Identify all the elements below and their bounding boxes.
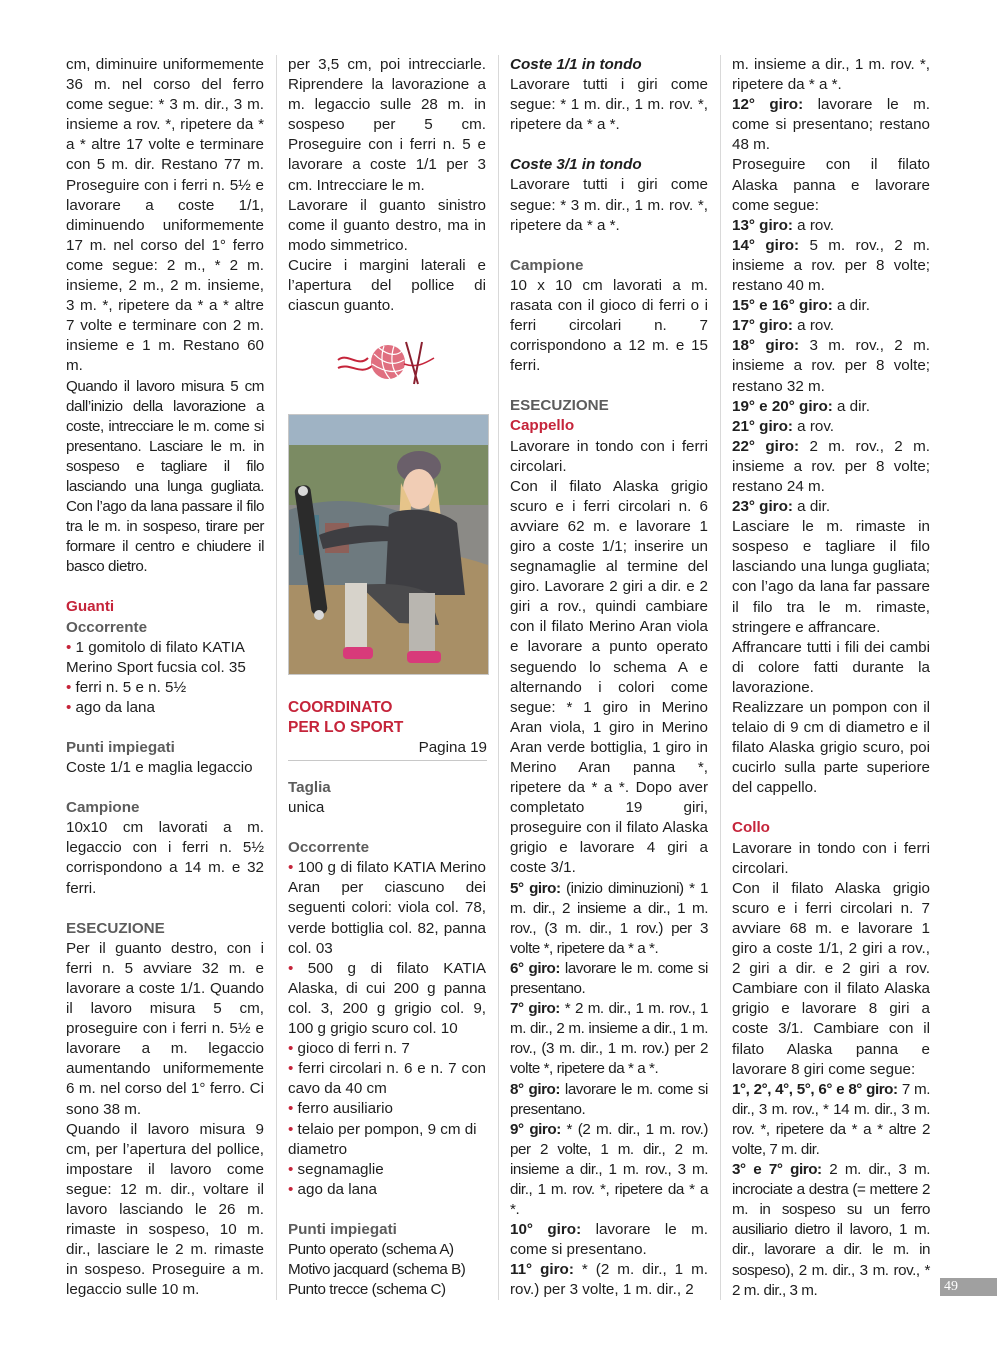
paragraph: Affrancare tutti i fili dei cambi di colore fatti durante la lavorazione.	[732, 638, 930, 696]
round-instruction: 6° giro: lavorare le m. come si presentano.	[510, 959, 708, 998]
bullet-icon: •	[288, 1060, 299, 1078]
round-instruction: 5° giro: (inizio diminuzioni) * 1 m. dir., 2 insieme a dir., 1 m. rov., (3 m. dir., 1 rov.) per 3 volte *, ripetere da * a *.	[510, 879, 708, 957]
subsection-title: ESECUZIONE	[66, 919, 165, 937]
list-item: • ago da lana	[288, 1180, 377, 1198]
round-instruction: 18° giro: 3 m. rov., 2 m. insieme a rov. per 8 volte; restano 32 m.	[732, 337, 930, 395]
paragraph: Lavorare tutti i giri come segue: * 3 m. dir., 1 m. rov. *, ripetere da * a *.	[510, 176, 708, 234]
subsection-title: Occorrente	[66, 618, 148, 636]
subsection-title: Coste 3/1 in tondo	[510, 156, 642, 174]
column-divider	[720, 55, 721, 1300]
round-instruction: 7° giro: * 2 m. dir., 1 m. rov., 1 m. dir., 2 m. insieme a dir., 1 m. rov., (3 m. dir., 1 m. rov.) per 2 volte *, ripetere da * a *.	[510, 1000, 708, 1078]
round-instruction: 23° giro: a dir.	[732, 498, 831, 516]
paragraph: Con il filato Alaska grigio scuro e i ferri circolari n. 6 avviare 62 m. e lavorare 1 giro a coste 1/1; inserire un segnamaglie al termine del giro. Lavorare 2 giri a dir. e 2 giri a rov., quindi cambiare con il filato Merino Aran viola e lavorare a punto operato seguendo lo schema A e alternando i colori come segue: * 1 giro in Merino Aran viola, 1 giro in Merino Aran verde bottiglia, 1 giro in Merino Aran panna *, ripetere da * a *. Dopo aver completato 19 giri, proseguire con il filato Alaska grigio e lavorare 4 giri a coste 3/1.	[510, 477, 708, 877]
model-photo	[288, 414, 489, 675]
subsection-title: ESECUZIONE	[510, 397, 609, 415]
subsection-title: Coste 1/1 in tondo	[510, 56, 642, 73]
list-item: Punto operato (schema A)	[288, 1240, 454, 1258]
yarn-ball-icon	[334, 334, 444, 392]
paragraph: 10 x 10 cm lavorati a m. rasata con il gioco di ferri o i ferri circolari n. 7 corrispondono a 12 m. e 15 ferri.	[510, 276, 708, 375]
paragraph: Lasciare le m. rimaste in sospeso e tagliare il filo lasciando una lunga gugliata; con l’ago da lana far passare il filo tra le m. rimaste, stringere e affrancare.	[732, 518, 930, 636]
subsection-title: Taglia	[288, 779, 331, 796]
column-2-lower	[288, 778, 486, 1300]
round-instruction: 3° e 7° giro: 2 m. dir., 3 m. incrociate a destra (= mettere 2 m. in sospeso su un ferro ausiliario dietro il lavoro, 1 m. dir., lavorare a dir. le m. in sospeso), 2 m. dir., 3 m. rov., * 2 m. dir., 3 m.	[732, 1161, 930, 1299]
round-instruction: 15° e 16° giro: a dir.	[732, 297, 870, 315]
section-title-cappello: Cappello	[510, 417, 575, 435]
paragraph: Proseguire con il filato Alaska panna e lavorare come segue:	[732, 156, 930, 214]
subsection-title: Campione	[66, 799, 140, 817]
paragraph: Cucire i margini laterali e l’apertura del pollice di ciascun guanto.	[288, 256, 486, 315]
list-item: • 1 gomitolo di filato KATIA Merino Sport fucsia col. 35	[66, 638, 246, 676]
bullet-icon: •	[288, 1120, 298, 1138]
subsection-title: Punti impiegati	[66, 739, 175, 756]
round-instruction: 21° giro: a rov.	[732, 417, 835, 435]
round-instruction: 19° e 20° giro: a dir.	[732, 397, 870, 415]
bullet-icon: •	[66, 638, 76, 656]
paragraph: Lavorare in tondo con i ferri circolari.	[510, 437, 708, 475]
list-item: Punto trecce (schema C)	[288, 1281, 446, 1299]
page-number: 49	[940, 1278, 997, 1296]
bullet-icon: •	[66, 678, 76, 696]
bullet-icon: •	[288, 1180, 298, 1198]
paragraph: Lavorare tutti i giri come segue: * 1 m. dir., 1 m. rov. *, ripetere da * a *.	[510, 76, 708, 134]
list-item: • telaio per pompon, 9 cm di diametro	[288, 1120, 477, 1158]
paragraph: Coste 1/1 e maglia legaccio	[66, 759, 253, 777]
list-item: • ferro ausiliario	[288, 1100, 393, 1118]
coordinato-title: COORDINATO PER LO SPORT	[288, 699, 404, 736]
bullet-icon: •	[288, 1040, 298, 1058]
column-divider	[498, 55, 499, 1300]
paragraph: Con il filato Alaska grigio scuro e i ferri circolari n. 7 avviare 68 m. e lavorare 1 giro a coste 1/1, 2 giri a rov., 2 giri a dir. e 2 giri a rov. Cambiare con il filato Alaska grigio e lavorare 8 giri a coste 3/1. Cambiare con il filato Alaska panna e lavorare 8 giri come segue:	[732, 879, 930, 1078]
paragraph: m. insieme a dir., 1 m. rov. *, ripetere da * a *.	[732, 56, 930, 94]
paragraph: Quando il lavoro misura 9 cm, per l’apertura del pollice, impostare il lavoro come segue: 12 m. dir., voltare il lavoro lasciando le 26 m. rimaste in sospeso, 10 m. dir., lasciare le 2 m. rimaste in sospeso. Proseguire a m. legaccio sulle 10 m.	[66, 1120, 264, 1299]
paragraph: Realizzare un pompon con il telaio di 9 cm di diametro e il filato Alaska grigio scuro, poi cucirlo sulla parte superiore del cappello.	[732, 699, 930, 797]
page-reference: Pagina 19	[418, 739, 487, 756]
bullet-icon: •	[288, 1100, 298, 1118]
round-instruction: 9° giro: * (2 m. dir., 1 m. rov.) per 2 volte, 1 m. dir., 2 m. insieme a dir., 1 m. rov., 3 m. dir., 1 m. rov. *, ripetere da * a *.	[510, 1120, 708, 1219]
paragraph: per 3,5 cm, poi intrecciarle. Riprendere la lavorazione a m. legaccio sulle 28 m. in sospeso per 5 cm. Proseguire con i ferri n. 5 e lavorare a coste 1/1 per 3 cm. Intrecciare le m.	[288, 56, 486, 194]
section-title-guanti: Guanti	[66, 598, 115, 616]
list-item: • 500 g di filato KATIA Alaska, di cui 200 g panna col. 3, 200 g grigio col. 9, 100 g grigio scuro col. 10	[288, 959, 486, 1038]
list-item: Motivo jacquard (schema B)	[288, 1261, 466, 1279]
round-instruction: 12° giro: lavorare le m. come si presentano; restano 48 m.	[732, 96, 930, 154]
round-instruction: 1°, 2°, 4°, 5°, 6° e 8° giro: 7 m. dir., 3 m. rov., * 14 m. dir., 3 m. rov. *, ripetere da * a * altre 2 volte, 7 m. dir.	[732, 1080, 930, 1158]
round-instruction: 14° giro: 5 m. rov., 2 m. insieme a rov. per 8 volte; restano 40 m.	[732, 236, 930, 295]
section-title-collo: Collo	[732, 819, 770, 837]
round-instruction: 17° giro: a rov.	[732, 317, 835, 335]
list-item: • segnamaglie	[288, 1160, 384, 1178]
round-instruction: 13° giro: a rov.	[732, 216, 835, 234]
paragraph: Quando il lavoro misura 5 cm dall’inizio della lavorazione a coste, intrecciare le m. come si presentano. Lasciare le m. in sospeso e tagliare il filo lasciando una lunga gugliata. Con l’ago da lana passare il filo tra le m. in sospeso, tirare per formare il centro e chiudere il basco dietro.	[66, 377, 264, 576]
paragraph: cm, diminuire uniformemente 36 m. nel corso del ferro come segue: * 3 m. dir., 3 m. insieme a rov. *, ripetere da * a * altre 17 volte e terminare con 5 m. dir. Restano 77 m. Proseguire con i ferri n. 5½ e lavorare a coste 1/1, diminuendo uniformemente 17 m. nel corso del 1° ferro come segue: 2 m., * 2 m. insieme, 2 m., 2 m. insieme, 3 m. *, ripetere da * a * altre 7 volte e terminare con 2 m. insieme e 1 m. Restano 60 m.	[66, 56, 264, 375]
column-2	[288, 55, 486, 316]
round-instruction: 8° giro: lavorare le m. come si presentano.	[510, 1080, 708, 1118]
paragraph: 10x10 cm lavorati a m. legaccio con i ferri n. 5½ corrispondono a 14 m. e 32 ferri.	[66, 819, 264, 897]
subsection-title: Occorrente	[288, 839, 370, 857]
round-instruction: 22° giro: 2 m. rov., 2 m. insieme a rov. per 8 volte; restano 24 m.	[732, 437, 930, 495]
round-instruction: 10° giro: lavorare le m. come si presentano.	[510, 1221, 708, 1259]
subsection-title: Campione	[510, 256, 584, 274]
paragraph: Lavorare il guanto sinistro come il guanto destro, ma in modo simmetrico.	[288, 196, 486, 254]
column-1	[66, 55, 264, 1300]
list-item: • ago da lana	[66, 698, 155, 716]
paragraph: unica	[288, 799, 325, 817]
bullet-icon: •	[288, 1160, 298, 1178]
subsection-title: Punti impiegati	[288, 1220, 397, 1238]
bullet-icon: •	[66, 698, 76, 716]
paragraph: Per il guanto destro, con i ferri n. 5 avviare 32 m. e lavorare a coste 1/1. Quando il lavoro misura 5 cm, proseguire con i ferri n. 5½ e lavorare a m. legaccio aumentando uniformemente 6 m. nel corso del 1° ferro. Ci sono 38 m.	[66, 939, 264, 1118]
column-4	[732, 55, 930, 1301]
list-item: • gioco di ferri n. 7	[288, 1040, 410, 1058]
round-instruction: 11° giro: * (2 m. dir., 1 m. rov.) per 3 volte, 1 m. dir., 2	[510, 1261, 708, 1299]
list-item: • ferri circolari n. 6 e n. 7 con cavo da 40 cm	[288, 1060, 486, 1098]
paragraph: Lavorare in tondo con i ferri circolari.	[732, 839, 930, 877]
bullet-icon: •	[288, 959, 308, 977]
column-divider	[276, 55, 277, 1300]
bullet-icon: •	[288, 859, 298, 877]
divider	[288, 760, 487, 761]
column-3	[510, 55, 708, 1301]
list-item: • ferri n. 5 e n. 5½	[66, 678, 187, 696]
list-item: • 100 g di filato KATIA Merino Aran per ciascuno dei seguenti colori: viola col. 78, verde bottiglia col. 82, panna col. 03	[288, 859, 486, 957]
